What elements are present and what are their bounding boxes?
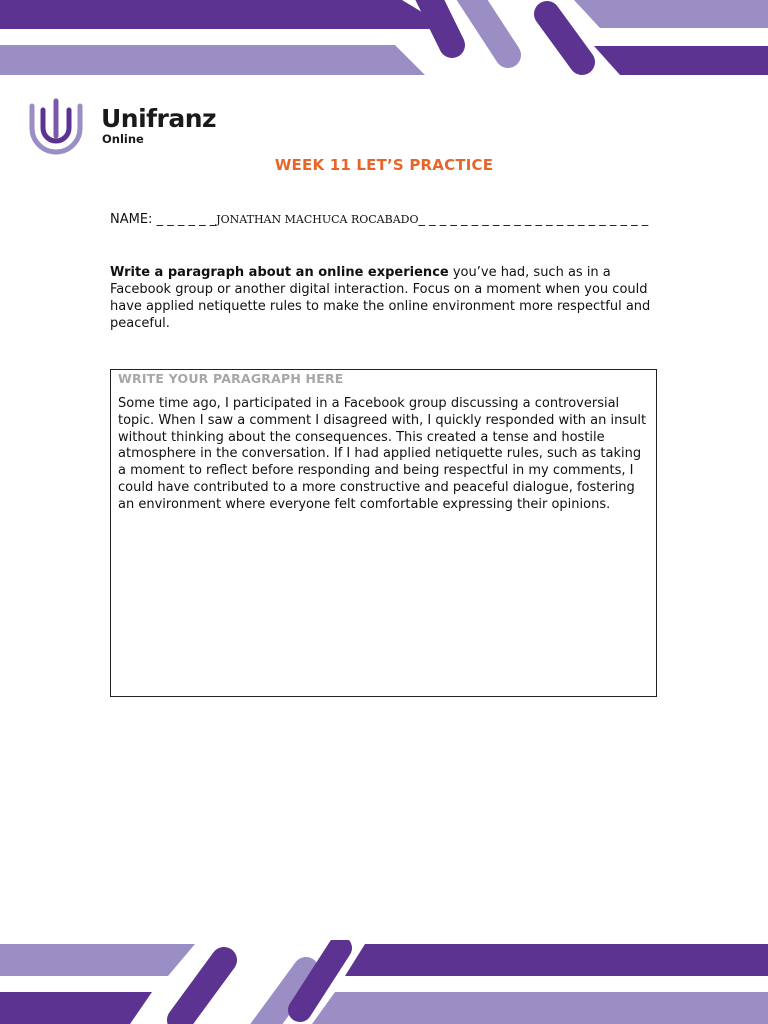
name-prefix-blank: _ _ _ _ _ _ <box>156 212 217 227</box>
instructions <box>110 264 660 332</box>
name-label: NAME: <box>110 212 157 227</box>
answer-paragraph[interactable]: Some time ago, I participated in a Facebook group discussing a controversial topic. When I saw a comment I disagreed with, I quickly responded with an insult without thinking about the consequences. This created a tense and hostile atmosphere in the conversation. If I had applied netiquette rules, such as taking a moment to reflect before responding and being respectful in my comments, I could have contributed to a more constructive and peaceful dialogue, fostering an environment where everyone felt comfortable expressing their opinions. <box>118 396 647 512</box>
brand-sub: Online <box>102 132 144 146</box>
unifranz-logo-mark-icon <box>26 98 86 158</box>
name-suffix-blank: _ _ _ _ _ _ _ _ _ _ _ _ _ _ _ _ _ _ _ _ _ _ <box>418 212 649 227</box>
top-decorative-band <box>0 0 768 80</box>
bottom-decorative-band <box>0 940 768 1024</box>
name-line <box>110 212 670 227</box>
instructions-bold: Write a paragraph about an online experience <box>110 265 449 280</box>
answer-box-heading: WRITE YOUR PARAGRAPH HERE <box>118 371 344 386</box>
instructions-rest: you’ve had, such as in a Facebook group or another digital interaction. Focus on a moment when you could have applied netiquette rules to make the online environment more respectful and peaceful. <box>110 265 651 331</box>
student-name: JONATHAN MACHUCA ROCABADO <box>216 213 419 226</box>
page-title: WEEK 11 LET’S PRACTICE <box>274 156 494 174</box>
paragraph-answer-box[interactable] <box>110 369 657 697</box>
brand-name: Unifranz <box>101 104 217 133</box>
unifranz-logo <box>26 98 256 158</box>
